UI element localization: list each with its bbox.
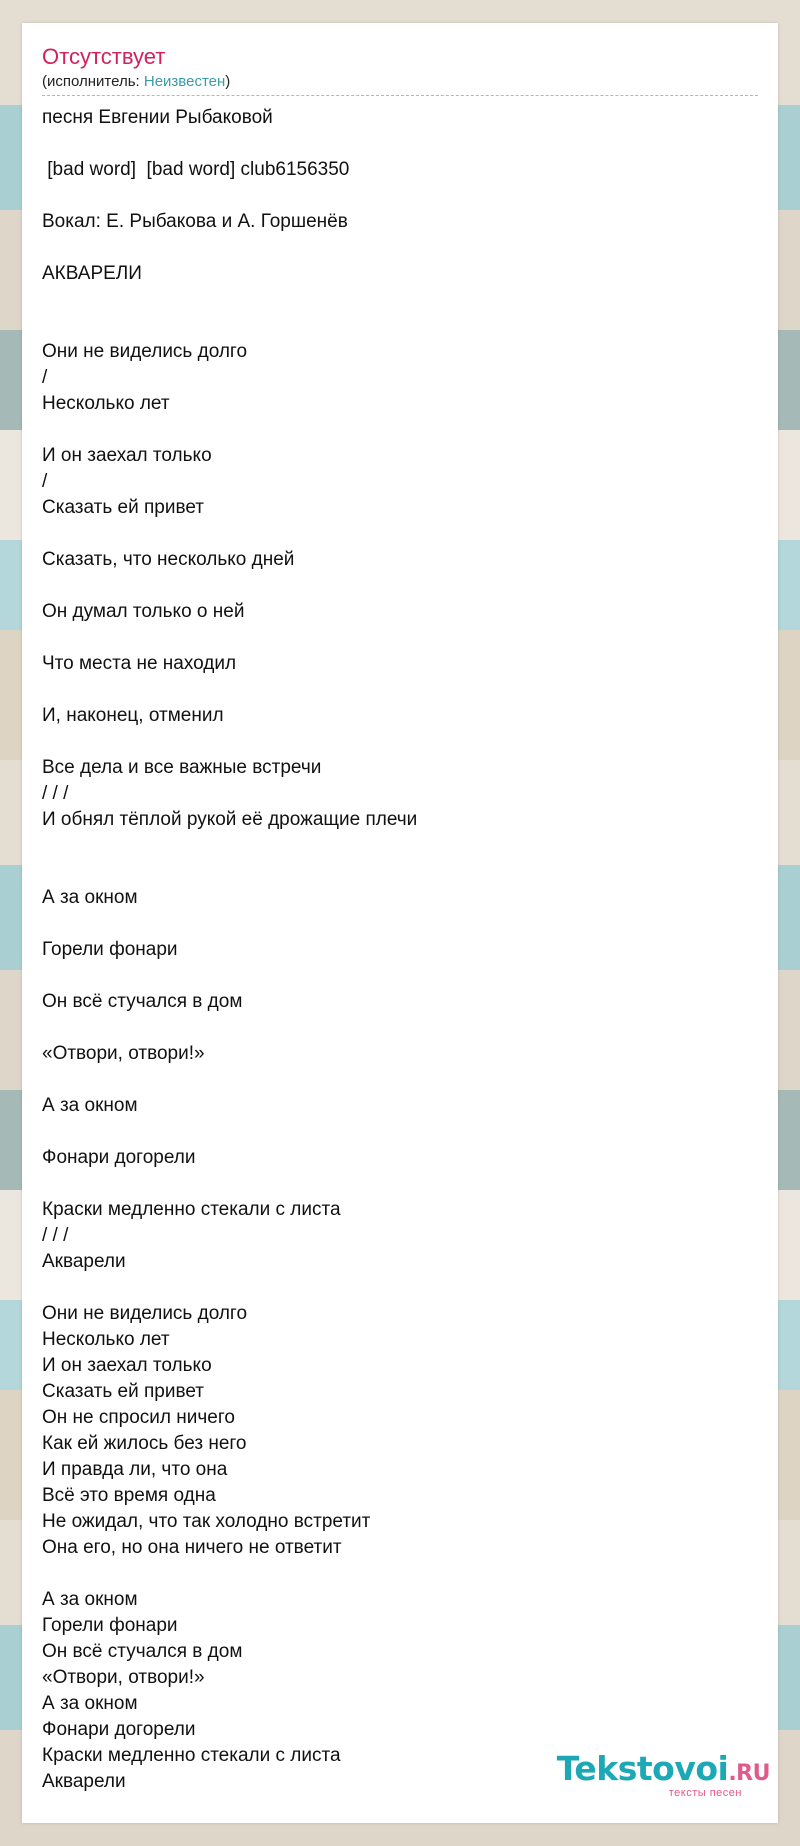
artist-line: [42, 72, 758, 96]
lyric-line: АКВАРЕЛИ: [42, 263, 142, 284]
lyric-line: /: [42, 367, 48, 388]
lyric-line: А за окном: [42, 1589, 138, 1610]
lyric-line: / / /: [42, 1225, 69, 1246]
lyric-line: [42, 625, 758, 651]
lyric-line: [42, 859, 758, 885]
lyric-line: [42, 833, 758, 859]
lyric-line: Она его, но она ничего не ответит: [42, 1537, 342, 1558]
lyric-line: [42, 521, 758, 547]
lyric-line: [42, 313, 758, 339]
lyric-line: Он всё стучался в дом: [42, 1641, 243, 1662]
lyric-line: [42, 183, 758, 209]
lyric-line: Несколько лет: [42, 393, 170, 414]
lyric-line: Сказать ей привет: [42, 1381, 204, 1402]
lyric-line: [42, 287, 758, 313]
song-title: Отсутствует: [42, 44, 166, 69]
lyrics-card: [22, 23, 778, 1823]
lyric-line: Все дела и все важные встречи: [42, 757, 322, 778]
artist-suffix: ): [225, 73, 231, 90]
lyric-line: Акварели: [42, 1771, 126, 1792]
lyric-line: Сказать ей привет: [42, 497, 204, 518]
lyric-line: А за окном: [42, 1095, 138, 1116]
lyric-line: И обнял тёплой рукой её дрожащие плечи: [42, 809, 418, 830]
lyric-line: Несколько лет: [42, 1329, 170, 1350]
lyric-line: А за окном: [42, 1693, 138, 1714]
lyric-line: Сказать, что несколько дней: [42, 549, 295, 570]
lyric-line: песня Евгении Рыбаковой: [42, 107, 273, 128]
lyric-line: Что места не находил: [42, 653, 237, 674]
lyric-line: [42, 729, 758, 755]
lyric-line: И, наконец, отменил: [42, 705, 224, 726]
lyric-line: Не ожидал, что так холодно встретит: [42, 1511, 371, 1532]
lyric-line: [42, 1171, 758, 1197]
lyric-line: Он всё стучался в дом: [42, 991, 243, 1012]
lyric-line: /: [42, 471, 48, 492]
lyric-line: Горели фонари: [42, 1615, 178, 1636]
lyric-line: / / /: [42, 783, 69, 804]
lyric-line: Вокал: Е. Рыбакова и А. Горшенёв: [42, 211, 348, 232]
lyric-line: [42, 1119, 758, 1145]
lyric-line: [42, 131, 758, 157]
lyric-line: [42, 963, 758, 989]
artist-link[interactable]: Неизвестен: [143, 73, 226, 90]
lyric-line: «Отвори, отвори!»: [42, 1667, 205, 1688]
lyric-line: Он думал только о ней: [42, 601, 245, 622]
logo-main-text: Tekstovoi: [556, 1749, 729, 1788]
artist-prefix: (исполнитель:: [42, 73, 144, 90]
lyric-line: Всё это время одна: [42, 1485, 216, 1506]
lyric-line: Как ей жилось без него: [42, 1433, 247, 1454]
tekstovoi-logo[interactable]: [556, 1749, 770, 1799]
logo-tld: .RU: [728, 1761, 770, 1786]
lyric-line: Краски медленно стекали с листа: [42, 1199, 341, 1220]
lyric-line: «Отвори, отвори!»: [42, 1043, 205, 1064]
lyric-line: И правда ли, что она: [42, 1459, 228, 1480]
lyric-line: [42, 235, 758, 261]
logo-wordmark: [556, 1749, 770, 1791]
lyric-line: Горели фонари: [42, 939, 178, 960]
lyric-line: [42, 1015, 758, 1041]
logo-subtitle: тексты песен: [668, 1787, 742, 1799]
lyric-line: И он заехал только: [42, 1355, 212, 1376]
lyric-line: Акварели: [42, 1251, 126, 1272]
lyrics-text: [42, 105, 758, 1795]
lyric-line: Краски медленно стекали с листа: [42, 1745, 341, 1766]
lyric-line: А за окном: [42, 887, 138, 908]
lyric-line: [42, 417, 758, 443]
lyric-line: [42, 911, 758, 937]
lyric-line: [bad word] [bad word] club6156350: [42, 159, 350, 180]
lyric-line: Они не виделись долго: [42, 341, 248, 362]
lyric-line: Фонари догорели: [42, 1147, 196, 1168]
lyrics-content: [42, 23, 758, 1795]
lyric-line: [42, 1275, 758, 1301]
lyric-line: [42, 1067, 758, 1093]
lyric-line: Он не спросил ничего: [42, 1407, 235, 1428]
lyric-line: [42, 677, 758, 703]
lyric-line: [42, 1561, 758, 1587]
lyric-line: [42, 573, 758, 599]
lyric-line: Фонари догорели: [42, 1719, 196, 1740]
lyric-line: Они не виделись долго: [42, 1303, 248, 1324]
lyric-line: И он заехал только: [42, 445, 212, 466]
